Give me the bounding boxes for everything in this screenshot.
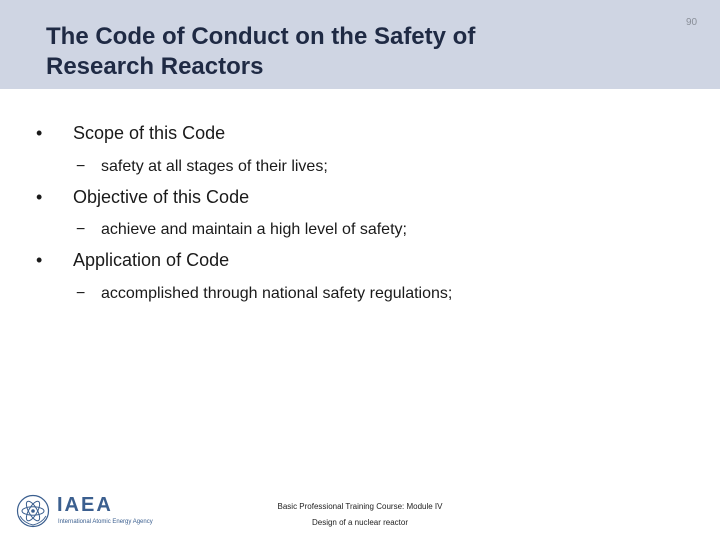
bullet-text: Scope of this Code xyxy=(73,123,226,143)
sub-bullet-marker: − xyxy=(76,221,86,238)
bullet-marker: • xyxy=(36,250,43,270)
iaea-wordmark: IAEA xyxy=(57,494,113,516)
bullet-text: Objective of this Code xyxy=(73,187,250,207)
slide-title xyxy=(46,22,606,82)
sub-bullet-text: accomplished through national safety regulations; xyxy=(101,285,453,302)
bullet-marker: • xyxy=(36,123,43,143)
iaea-subtitle: International Atomic Energy Agency xyxy=(58,519,153,525)
slide-title-line-1: The Code of Conduct on the Safety of xyxy=(46,23,476,50)
iaea-atom-emblem-icon xyxy=(16,494,50,528)
sub-bullet-marker: − xyxy=(76,158,86,175)
iaea-logo xyxy=(16,494,166,530)
bullet-marker: • xyxy=(36,187,43,207)
sub-bullet-marker: − xyxy=(76,285,86,302)
footer-module-line: Design of a nuclear reactor xyxy=(311,518,409,527)
sub-bullet-text: safety at all stages of their lives; xyxy=(101,158,328,175)
bullet-text: Application of Code xyxy=(73,250,230,270)
page-number: 90 xyxy=(686,17,698,28)
slide-title-line-2: Research Reactors xyxy=(46,53,264,80)
footer-course-line: Basic Professional Training Course: Module IV xyxy=(277,502,443,511)
sub-bullet-text: achieve and maintain a high level of safety; xyxy=(101,221,407,238)
